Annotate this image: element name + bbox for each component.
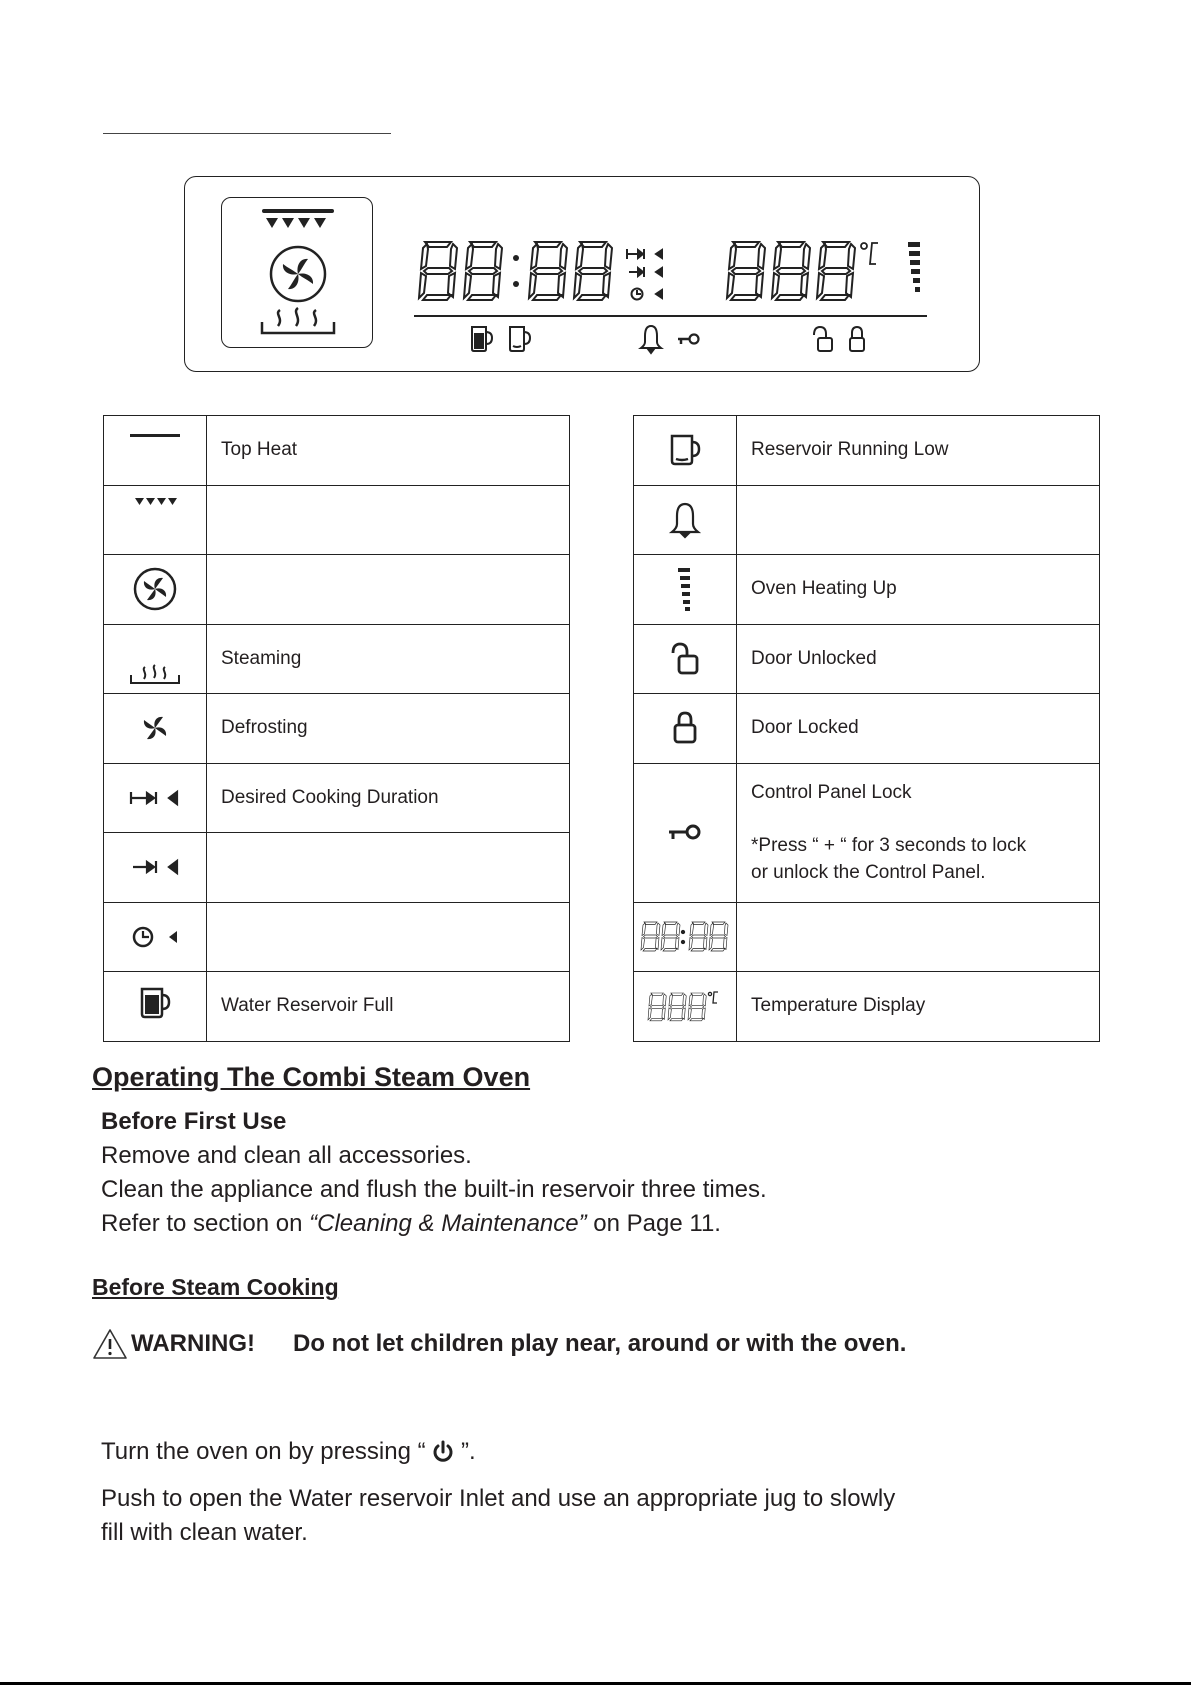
legend-row: [634, 902, 1100, 972]
warning-label: WARNING!: [131, 1330, 255, 1357]
legend-row: [634, 416, 1100, 486]
defrost-fan-icon: [140, 713, 170, 743]
cleaning-maintenance-reference: “Cleaning & Maintenance”: [309, 1210, 587, 1237]
first-use-line: Clean the appliance and flush the built-in reservoir three times.: [101, 1176, 767, 1203]
end-time-icon: [127, 857, 183, 877]
heating-bar-icon: [908, 242, 920, 292]
legend-label: Desired Cooking Duration: [207, 763, 570, 833]
legend-label: [207, 555, 570, 625]
legend-row: [104, 763, 570, 833]
legend-row: [104, 416, 570, 486]
legend-row: [634, 763, 1100, 902]
reservoir-low-icon: [510, 327, 530, 351]
top-heat-icon: [125, 426, 185, 446]
clock-icon: [127, 925, 183, 949]
legend-row: [104, 833, 570, 903]
legend-label: [207, 833, 570, 903]
duration-icon: [127, 788, 183, 808]
legend-label: [737, 902, 1100, 972]
grill-icon: [125, 494, 185, 514]
legend-table-right: [633, 415, 1100, 1042]
celsius-unit: [861, 243, 878, 264]
legend-label: [737, 485, 1100, 555]
legend-row: [104, 694, 570, 764]
unlock-icon: [814, 327, 832, 351]
legend-row: [104, 902, 570, 972]
legend-label: Top Heat: [207, 416, 570, 486]
legend-label: Steaming: [207, 624, 570, 694]
steam-cooking-heading: Before Steam Cooking: [92, 1274, 339, 1300]
section-title: Operating The Combi Steam Oven: [92, 1062, 531, 1092]
legend-label: Temperature Display: [737, 972, 1100, 1042]
legend-label: Control Panel Lock: [751, 782, 912, 803]
legend-row: [634, 555, 1100, 625]
legend-note: or unlock the Control Panel.: [751, 862, 986, 883]
temp-digits-icon: [640, 989, 730, 1023]
reservoir-full-icon: [138, 986, 172, 1020]
bell-icon: [668, 501, 702, 539]
first-use-heading: Before First Use: [101, 1108, 287, 1135]
heating-bar-icon: [675, 567, 695, 611]
legend-row: [634, 694, 1100, 764]
legend-row: [104, 555, 570, 625]
legend-label: [207, 902, 570, 972]
legend-label: Defrosting: [207, 694, 570, 764]
legend-row: [634, 485, 1100, 555]
legend-table-left: [103, 415, 570, 1042]
legend-label: Door Locked: [737, 694, 1100, 764]
legend-row: [104, 972, 570, 1042]
turn-on-line: [101, 1438, 476, 1466]
legend-row: [634, 624, 1100, 694]
unlock-icon: [668, 641, 702, 677]
legend-label: [207, 485, 570, 555]
lock-icon: [670, 710, 700, 746]
legend-note: *Press “ + “ for 3 seconds to lock: [751, 835, 1027, 856]
steam-icon: [125, 657, 185, 687]
warning-line: [92, 1328, 906, 1360]
warning-triangle-icon: [92, 1328, 128, 1360]
fan-circle-icon: [133, 567, 177, 611]
temperature-digits: [727, 242, 855, 300]
warning-text: Do not let children play near, around or with the oven.: [292, 1330, 907, 1357]
lock-icon: [850, 327, 864, 351]
reservoir-low-icon: [668, 433, 702, 467]
turn-on-prefix: Turn the oven on by pressing “: [101, 1438, 433, 1465]
turn-on-suffix: ”.: [454, 1438, 476, 1465]
push-line: Push to open the Water reservoir Inlet and use an appropriate jug to slowly: [101, 1485, 896, 1512]
panel-indicators: [184, 176, 980, 372]
header-rule: [103, 133, 391, 134]
clock-digits-icon: [637, 920, 733, 954]
legend-label: Water Reservoir Full: [207, 972, 570, 1042]
push-line: fill with clean water.: [101, 1519, 308, 1546]
first-use-refer-line: [101, 1210, 721, 1238]
legend-label: Reservoir Running Low: [737, 416, 1100, 486]
refer-suffix: on Page 11.: [586, 1210, 721, 1237]
clock-icon: [632, 289, 663, 300]
refer-prefix: Refer to section on: [101, 1210, 310, 1237]
key-icon: [665, 823, 705, 843]
legend-row: [634, 972, 1100, 1042]
duration-icon: [627, 249, 662, 259]
legend-label: Door Unlocked: [737, 624, 1100, 694]
clock-digits: [419, 242, 612, 300]
legend-row: [104, 485, 570, 555]
first-use-line: Remove and clean all accessories.: [101, 1142, 472, 1169]
power-icon: [432, 1440, 454, 1464]
key-icon: [678, 335, 699, 345]
legend-label: Oven Heating Up: [737, 555, 1100, 625]
bell-icon: [641, 326, 661, 353]
end-time-icon: [629, 267, 662, 277]
legend-label-control-lock: [737, 763, 1100, 902]
reservoir-full-icon: [472, 327, 492, 351]
legend-row: [104, 624, 570, 694]
